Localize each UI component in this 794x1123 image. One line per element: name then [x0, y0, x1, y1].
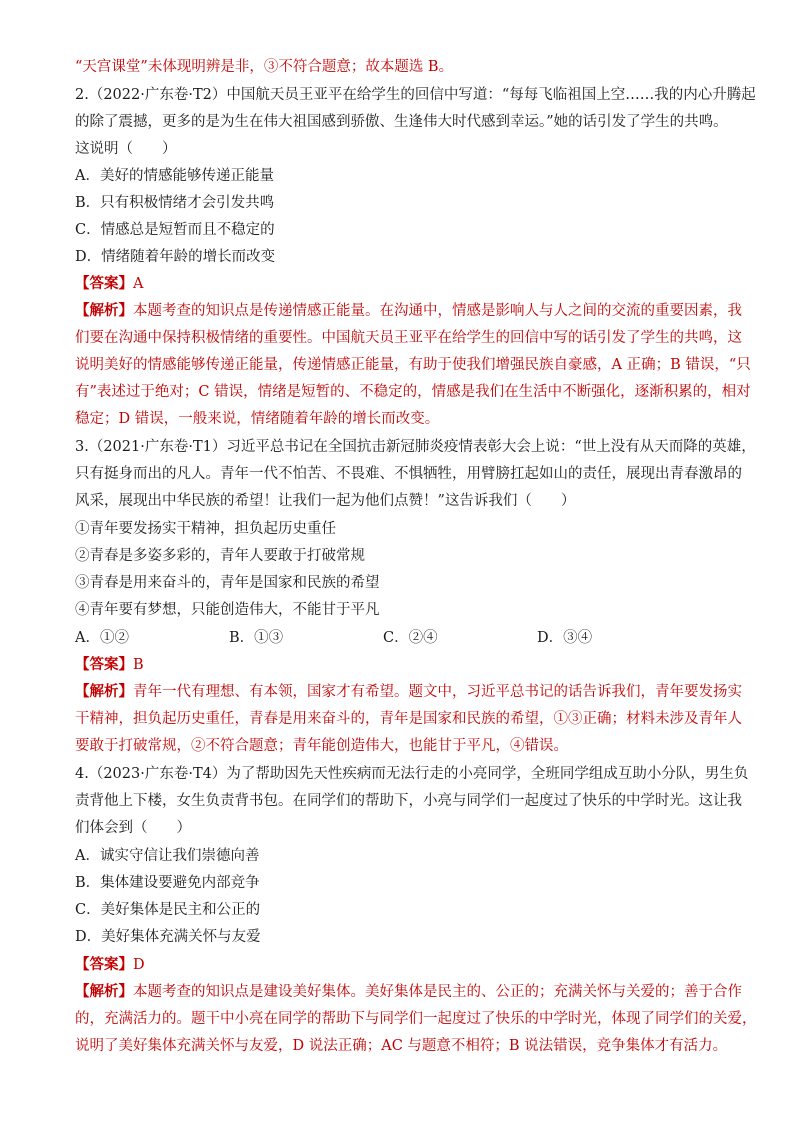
q2-option-b: B．只有积极情绪才会引发共鸣 [75, 195, 275, 211]
q2-stem-line-3: 这说明（ ） [75, 141, 177, 157]
q3-analysis-line-2: 干精神，担负起历史重任，青春是用来奋斗的，青年是国家和民族的希望，①③正确；材料未涉及青年人 [75, 711, 742, 727]
q3-analysis-line-3: 要敢于打破常规，②不符合题意；青年能创造伟大，也能甘于平凡，④错误。 [75, 738, 568, 754]
q3-option-c: C．②④ [383, 630, 438, 646]
q4-stem-line-1: 4.（2023·广东卷·T4）为了帮助因先天性疾病而无法行走的小亮同学，全班同学组成互助小分队，男生负 [75, 766, 749, 782]
q4-analysis-line-3: 说明了美好集体充满关怀与友爱，D 说法正确；AC 与题意不相符；B 说法错误，竞争集体才有活力。 [75, 1038, 728, 1054]
q3-stem-line-2: 只有挺身而出的凡人。青年一代不怕苦、不畏难、不惧牺牲，用臂膀扛起如山的责任，展现出青春激昂的 [75, 466, 742, 482]
q2-option-d: D．情绪随着年龄的增长而改变 [75, 249, 276, 265]
q2-option-c: C．情感总是短暂而且不稳定的 [75, 222, 275, 238]
q2-answer [75, 274, 143, 294]
analysis-text: 本题考查的知识点是建设美好集体。美好集体是民主的、公正的；充满关怀与关爱的；善于合作 [133, 984, 742, 1000]
q3-statement-3: ③青春是用来奋斗的，青年是国家和民族的希望 [75, 575, 380, 591]
q4-option-b: B．集体建设要避免内部竞争 [75, 875, 260, 891]
q3-statement-1: ①青年要发扬实干精神，担负起历史重任 [75, 521, 336, 537]
q3-statement-4: ④青年要有梦想，只能创造伟大，不能甘于平凡 [75, 602, 380, 618]
q2-stem-line-2: 的除了震撼，更多的是为生在伟大祖国感到骄傲、生逢伟大时代感到幸运。”她的话引发了学生的共鸣。 [75, 114, 728, 130]
q2-option-a: A．美好的情感能够传递正能量 [75, 168, 274, 184]
q3-stem-line-3: 风采，展现出中华民族的希望！让我们一起为他们点赞！”这告诉我们（ ） [75, 493, 576, 509]
answer-value: D [133, 957, 145, 973]
answer-tag: 【答案】 [75, 275, 133, 292]
analysis-text: 本题考查的知识点是传递情感正能量。在沟通中，情感是影响人与人之间的交流的重要因素，我 [133, 303, 742, 319]
q2-stem-line-1: 2.（2022·广东卷·T2）中国航天员王亚平在给学生的回信中写道：“每每飞临祖国上空……我的内心升腾起 [75, 87, 756, 103]
q2-analysis-line-5: 稳定；D 错误，一般来说，情绪随着年龄的增长而改变。 [75, 411, 440, 427]
analysis-tag: 【解析】 [75, 983, 133, 1000]
q4-stem-line-2: 责背他上下楼，女生负责背书包。在同学们的帮助下，小亮与同学们一起度过了快乐的中学时光。这让我 [75, 793, 742, 809]
analysis-tag: 【解析】 [75, 683, 133, 700]
answer-tag: 【答案】 [75, 656, 133, 673]
q3-statement-2: ②青春是多姿多彩的，青年人要敢于打破常规 [75, 548, 365, 564]
q3-option-a: A．①② [75, 630, 129, 646]
q4-stem-line-3: 们体会到（ ） [75, 820, 191, 836]
q3-answer [75, 655, 144, 675]
q3-option-b: B．①③ [229, 630, 284, 646]
q3-analysis-line-1 [75, 682, 742, 702]
q2-analysis-line-1 [75, 301, 742, 321]
carryover-analysis-line: “天宫课堂”未体现明辨是非，③不符合题意；故本题选 B。 [75, 59, 454, 75]
q2-analysis-line-3: 说明美好的情感能够传递正能量，传递情感正能量，有助于使我们增强民族自豪感，A 正确；B 错误，“只 [75, 357, 751, 373]
q3-stem-line-1: 3.（2021·广东卷·T1）习近平总书记在全国抗击新冠肺炎疫情表彰大会上说：“世上没有从天而降的英雄， [75, 439, 756, 455]
answer-tag: 【答案】 [75, 956, 133, 973]
q3-option-d: D．③④ [537, 630, 593, 646]
q4-answer [75, 955, 145, 975]
q4-option-c: C．美好集体是民主和公正的 [75, 902, 261, 918]
analysis-tag: 【解析】 [75, 302, 133, 319]
answer-value: A [133, 276, 144, 292]
q4-option-d: D．美好集体充满关怀与友爱 [75, 929, 261, 945]
answer-value: B [133, 657, 144, 673]
analysis-text: 青年一代有理想、有本领，国家才有希望。题文中，习近平总书记的话告诉我们，青年要发扬实 [133, 684, 742, 700]
q4-analysis-line-2: 的，充满活力的。题干中小亮在同学的帮助下与同学们一起度过了快乐的中学时光，体现了同学们的关爱， [75, 1011, 757, 1027]
q4-analysis-line-1 [75, 982, 742, 1002]
q2-analysis-line-2: 们要在沟通中保持积极情绪的重要性。中国航天员王亚平在给学生的回信中写的话引发了学生的共鸣，这 [75, 330, 742, 346]
q4-option-a: A．诚实守信让我们崇德向善 [75, 848, 260, 864]
q2-analysis-line-4: 有”表述过于绝对；C 错误，情绪是短暂的、不稳定的，情感是我们在生活中不断强化，逐渐积累的，相对 [75, 384, 751, 400]
